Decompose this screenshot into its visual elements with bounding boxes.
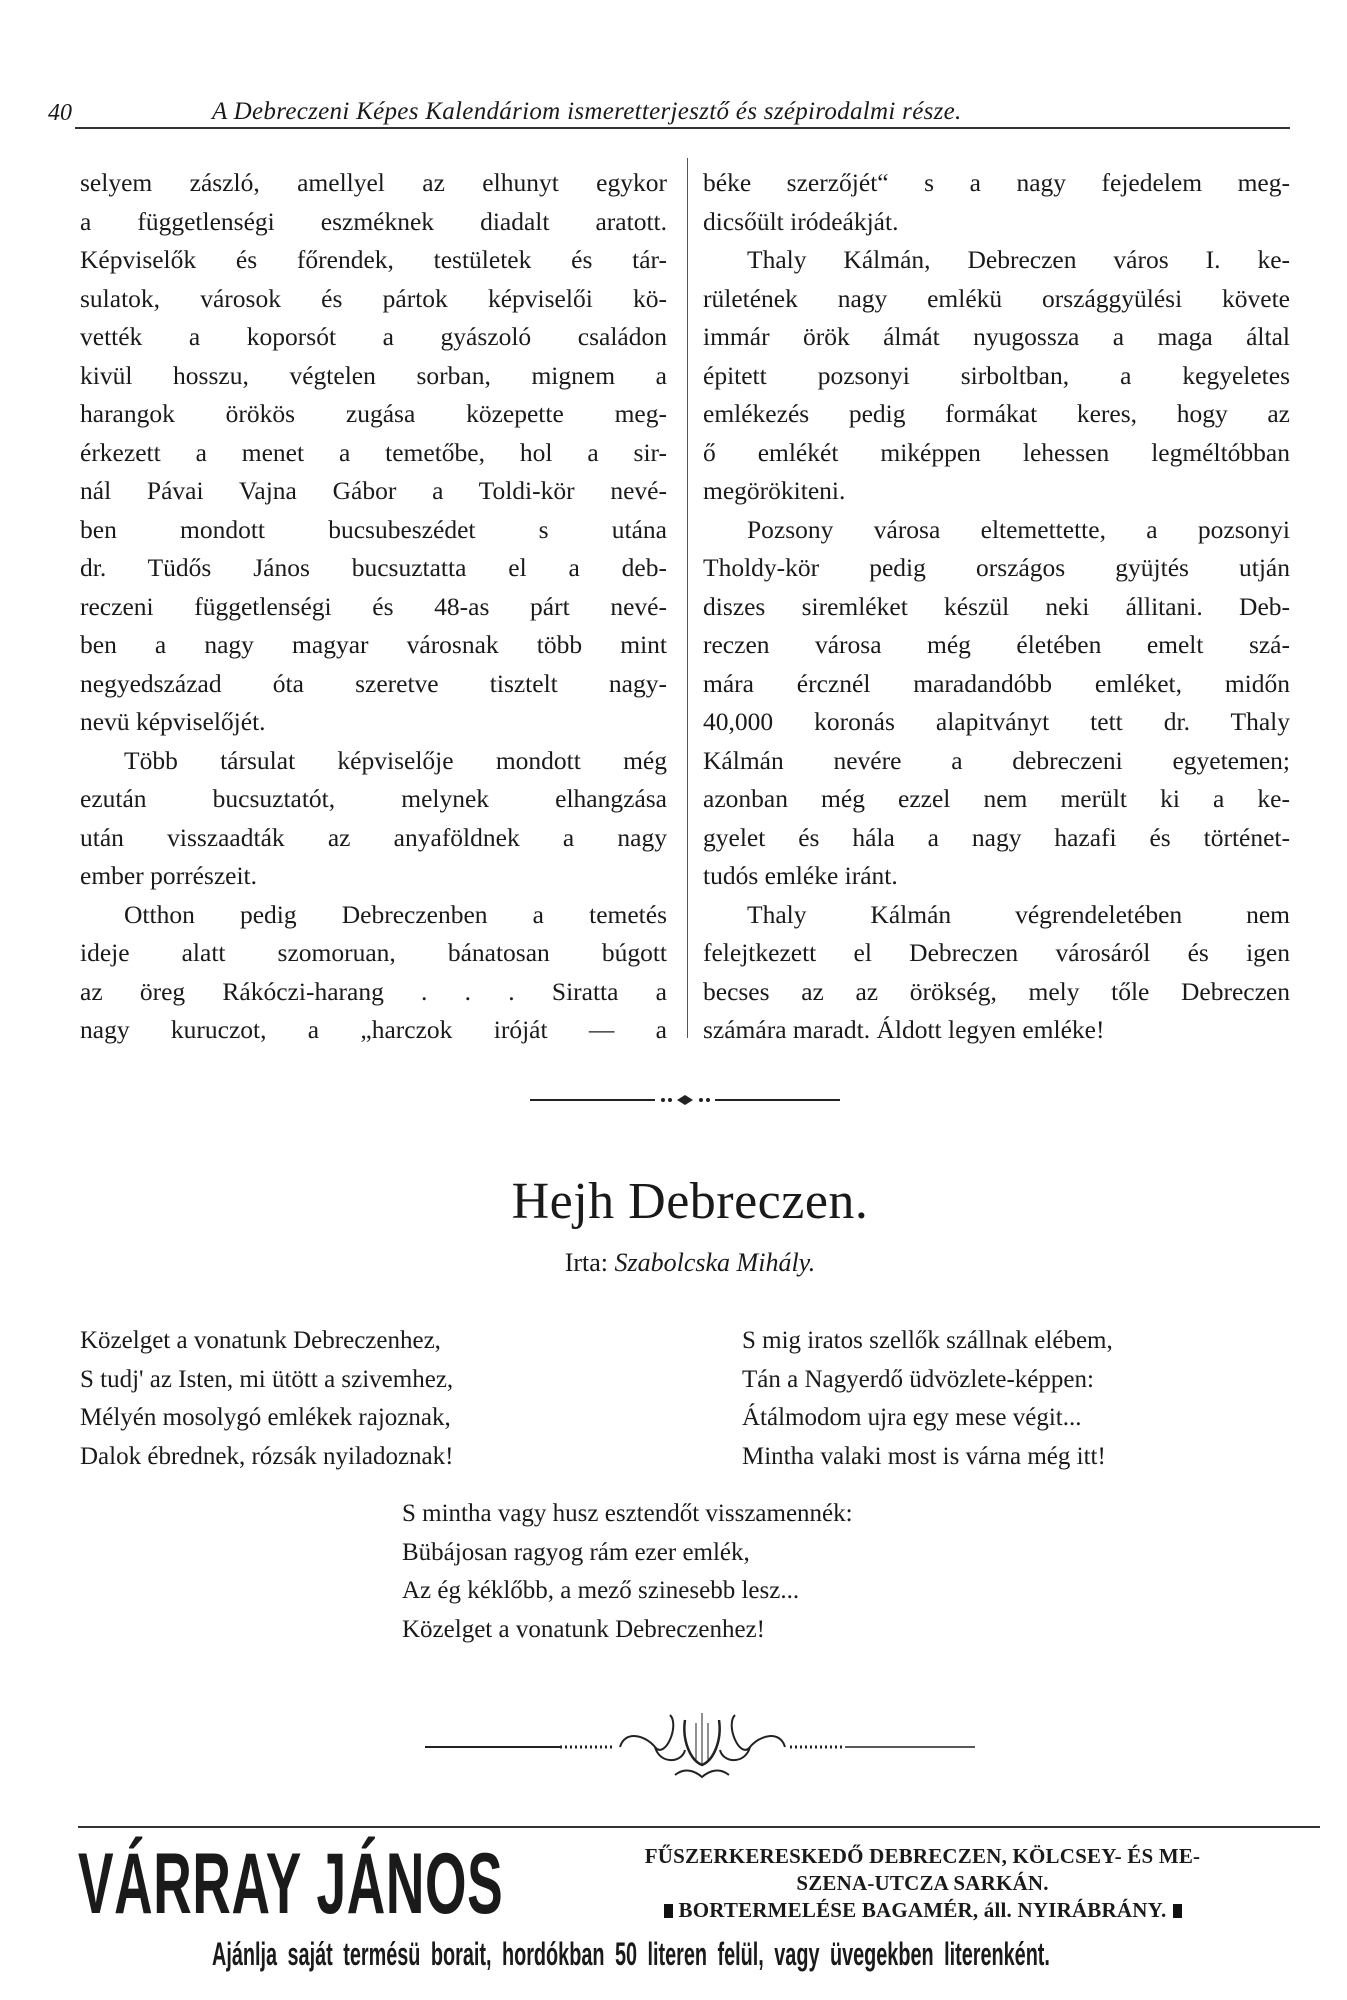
text-line: a függetlenségi eszméknek diadalt aratott. (80, 206, 667, 236)
poem-line: Tán a Nagyerdő üdvözlete-képpen: (742, 1365, 1094, 1393)
page-number: 40 (48, 100, 72, 126)
text-line: béke szerzőjét“ s a nagy fejedelem meg- (703, 168, 1290, 197)
text-line: emlékezés pedig formákat keres, hogy az (703, 399, 1290, 428)
text-line: ezután bucsuztatót, melynek elhangzása (80, 784, 667, 813)
text-line: diszes siremléket készül neki állitani. Deb- (703, 591, 1290, 621)
poem-author: Szabolcska Mihály. (614, 1248, 816, 1277)
text-line: nagy kuruczot, a „harczok iróját — a (80, 1015, 667, 1044)
text-line: dicsőült iródeákját. (703, 206, 899, 236)
byline-label: Irta: (564, 1248, 609, 1277)
text-line: kivül hosszu, végtelen sorban, mignem a (80, 360, 667, 390)
poem-stanza-3 (402, 1495, 853, 1649)
text-line: nál Pávai Vajna Gábor a Toldi-kör nevé- (80, 476, 667, 505)
poem-line: Közelget a vonatunk Debreczenhez! (402, 1615, 766, 1643)
text-line: után visszaadták az anyaföldnek a nagy (80, 822, 667, 852)
text-line: rületének nagy emlékü országgyülési követe (703, 283, 1290, 313)
text-line: ő emlékét miképpen lehessen legméltóbban (703, 437, 1290, 467)
text-line: tudós emléke iránt. (703, 861, 898, 890)
text-line: ember porrészeit. (80, 861, 257, 890)
header-rule (75, 127, 1290, 129)
poem-line: S tudj' az Isten, mi ütött a szivemhez, (80, 1365, 454, 1393)
advertiser-name: VÁRRAY JÁNOS (78, 1836, 504, 1932)
advertisement-tagline: Ajánlja saját termésü borait, hordókban 50 literen felül, vagy üvegekben literenként. (212, 1936, 1050, 1972)
square-bullet-icon (1173, 1904, 1182, 1918)
text-line: Több társulat képviselője mondott még (124, 745, 667, 775)
poem-line: Közelget a vonatunk Debreczenhez, (80, 1327, 441, 1354)
text-line: épitett pozsonyi sirboltban, a kegyeletes (703, 360, 1290, 390)
text-line: reczen városa még életében emelt szá- (703, 630, 1290, 659)
text-line: Kálmán nevére a debreczeni egyetemen; (703, 745, 1290, 775)
text-line: Otthon pedig Debreczenben a temetés (124, 899, 667, 929)
poem-line: Mélyén mosolygó emlékek rajoznak, (80, 1404, 451, 1431)
text-line: immár örök álmát nyugossza a maga által (703, 322, 1290, 351)
text-line: ideje alatt szomoruan, bánatosan búgott (80, 938, 667, 967)
poem-line: Mintha valaki most is várna még itt! (742, 1442, 1106, 1470)
advertisement-info (545, 1843, 1300, 1924)
poem-line: Bübájosan ragyog rám ezer emlék, (402, 1538, 750, 1566)
poem-line: Dalok ébrednek, rózsák nyiladoznak! (80, 1442, 454, 1470)
square-bullet-icon (664, 1904, 673, 1918)
ad-line-3-row (545, 1897, 1300, 1924)
text-line: Thaly Kálmán végrendeletében nem (747, 899, 1290, 929)
text-line: Tholdy-kör pedig országos gyüjtés utján (703, 553, 1290, 582)
text-line: Thaly Kálmán, Debreczen város I. ke- (747, 245, 1290, 274)
ad-line-2: SZENA-UTCZA SARKÁN. (796, 1871, 1049, 1895)
text-line: harangok örökös zugása közepette meg- (80, 399, 667, 428)
text-line: Pozsony városa eltemettette, a pozsonyi (747, 514, 1290, 544)
running-title: A Debreczeni Képes Kalendáriom ismeretterjesztő és szépirodalmi része. (212, 98, 962, 125)
text-line: negyedszázad óta szeretve tisztelt nagy- (80, 668, 667, 698)
text-line: 40,000 koronás alapitványt tett dr. Thaly (703, 707, 1290, 736)
text-line: ben a nagy magyar városnak több mint (80, 630, 667, 659)
text-line: gyelet és hála a nagy hazafi és történet- (703, 822, 1290, 852)
poem-line: Az ég kéklőbb, a mező szinesebb lesz... (402, 1577, 800, 1604)
article-right-column (703, 164, 1290, 1050)
text-line: ben mondott bucsubeszédet s utána (80, 514, 667, 544)
poem-stanza-2 (742, 1322, 1113, 1476)
ad-line-3: BORTERMELÉSE BAGAMÉR, áll. NYIRÁBRÁNY. (678, 1898, 1167, 1922)
text-line: dr. Tüdős János bucsuztatta el a deb- (80, 553, 667, 582)
text-line: felejtkezett el Debreczen városáról és igen (703, 938, 1290, 967)
poem-title: Hejh Debreczen. (511, 1173, 869, 1230)
text-line: Képviselők és főrendek, testületek és tár- (80, 245, 667, 274)
poem-stanza-1 (80, 1322, 453, 1476)
text-line: selyem zászló, amellyel az elhunyt egykor (80, 168, 667, 197)
article-left-column (80, 164, 667, 1050)
poem-line: Átálmodom ujra egy mese végit... (742, 1404, 1082, 1431)
advertisement-rule (78, 1826, 1320, 1828)
poem-byline (0, 1248, 1347, 1278)
text-line: becses az az örökség, mely tőle Debreczen (703, 976, 1290, 1006)
poem-line: S mintha vagy husz esztendőt visszamennék: (402, 1500, 853, 1527)
ad-line-1: FŰSZERKERESKEDŐ DEBRECZEN, KÖLCSEY- ÉS ME- (644, 1844, 1201, 1868)
text-line: megörökiteni. (703, 476, 846, 505)
poem-line: S mig iratos szellők szállnak elébem, (742, 1327, 1113, 1354)
text-line: mára ércznél maradandóbb emléket, midőn (703, 668, 1290, 698)
text-line: vették a koporsót a gyászoló családon (80, 322, 667, 351)
text-line: azonban még ezzel nem merült ki a ke- (703, 784, 1290, 813)
section-divider-ornament (525, 1090, 845, 1110)
column-divider (687, 158, 688, 1038)
text-line: érkezett a menet a temetőbe, hol a sir- (80, 437, 667, 467)
text-line: számára maradt. Áldott legyen emléke! (703, 1015, 1105, 1044)
text-line: reczeni függetlenségi és 48-as párt nevé- (80, 591, 667, 621)
text-line: nevü képviselőjét. (80, 707, 266, 736)
lyre-ornament (420, 1705, 980, 1785)
text-line: az öreg Rákóczi-harang . . . Siratta a (80, 976, 667, 1006)
text-line: sulatok, városok és pártok képviselői kö- (80, 283, 667, 313)
